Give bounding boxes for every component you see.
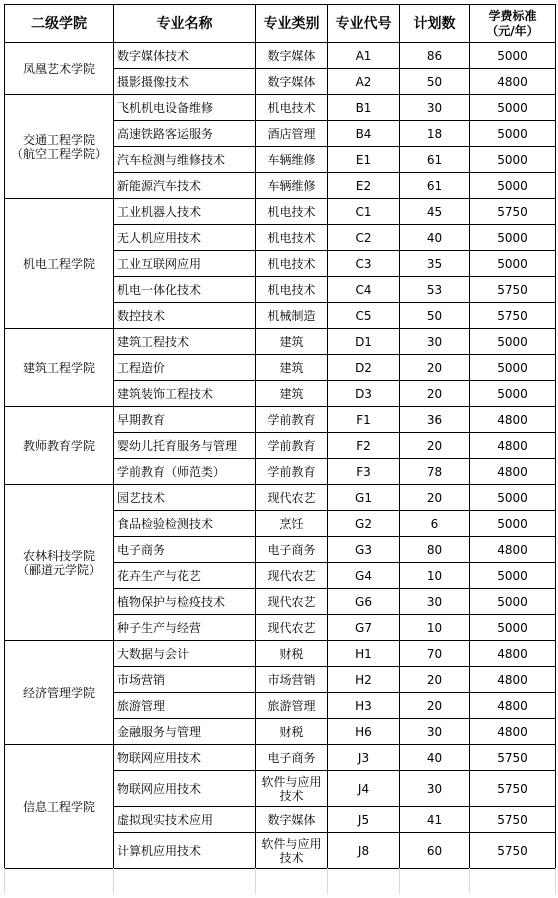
category-cell: 机械制造 — [256, 303, 328, 329]
header-tuition: 学费标准 （元/年） — [470, 5, 556, 43]
header-code: 专业代号 — [328, 5, 400, 43]
fee-cell: 5000 — [470, 225, 556, 251]
plan-cell: 30 — [400, 719, 470, 745]
category-cell: 酒店管理 — [256, 121, 328, 147]
category-cell: 烹饪 — [256, 511, 328, 537]
major-cell: 早期教育 — [114, 407, 256, 433]
fee-cell: 4800 — [470, 719, 556, 745]
code-cell: C5 — [328, 303, 400, 329]
empty-grid-row — [4, 868, 555, 894]
code-cell: B4 — [328, 121, 400, 147]
category-cell: 软件与应用 技术 — [256, 833, 328, 869]
fee-cell: 4800 — [470, 537, 556, 563]
fee-cell: 4800 — [470, 667, 556, 693]
fee-cell: 4800 — [470, 693, 556, 719]
category-cell: 机电技术 — [256, 95, 328, 121]
fee-cell: 5000 — [470, 121, 556, 147]
plan-cell: 60 — [400, 833, 470, 869]
category-cell: 数字媒体 — [256, 807, 328, 833]
plan-cell: 10 — [400, 563, 470, 589]
fee-cell: 5000 — [470, 95, 556, 121]
table-row — [5, 407, 556, 433]
major-cell: 食品检验检测技术 — [114, 511, 256, 537]
plan-cell: 61 — [400, 173, 470, 199]
major-cell: 花卉生产与花艺 — [114, 563, 256, 589]
header-major: 专业名称 — [114, 5, 256, 43]
fee-cell: 5000 — [470, 615, 556, 641]
fee-cell: 5000 — [470, 511, 556, 537]
fee-cell: 4800 — [470, 433, 556, 459]
code-cell: D2 — [328, 355, 400, 381]
code-cell: H3 — [328, 693, 400, 719]
major-cell: 机电一体化技术 — [114, 277, 256, 303]
plan-cell: 10 — [400, 615, 470, 641]
category-cell: 建筑 — [256, 355, 328, 381]
category-cell: 市场营销 — [256, 667, 328, 693]
category-cell: 现代农艺 — [256, 589, 328, 615]
table-row — [5, 43, 556, 69]
fee-cell: 4800 — [470, 459, 556, 485]
fee-cell: 5750 — [470, 745, 556, 771]
code-cell: A1 — [328, 43, 400, 69]
plan-cell: 20 — [400, 355, 470, 381]
code-cell: G3 — [328, 537, 400, 563]
major-cell: 汽车检测与维修技术 — [114, 147, 256, 173]
category-cell: 数字媒体 — [256, 69, 328, 95]
code-cell: F2 — [328, 433, 400, 459]
fee-cell: 5750 — [470, 807, 556, 833]
code-cell: H6 — [328, 719, 400, 745]
major-cell: 计算机应用技术 — [114, 833, 256, 869]
code-cell: G6 — [328, 589, 400, 615]
major-cell: 摄影摄像技术 — [114, 69, 256, 95]
plan-cell: 50 — [400, 303, 470, 329]
fee-cell: 5000 — [470, 381, 556, 407]
plan-cell: 30 — [400, 95, 470, 121]
code-cell: G4 — [328, 563, 400, 589]
fee-cell: 5000 — [470, 329, 556, 355]
category-cell: 机电技术 — [256, 199, 328, 225]
code-cell: J8 — [328, 833, 400, 869]
category-cell: 现代农艺 — [256, 563, 328, 589]
plan-cell: 30 — [400, 589, 470, 615]
code-cell: B1 — [328, 95, 400, 121]
plan-cell: 36 — [400, 407, 470, 433]
plan-cell: 20 — [400, 433, 470, 459]
plan-cell: 20 — [400, 667, 470, 693]
major-cell: 市场营销 — [114, 667, 256, 693]
fee-cell: 4800 — [470, 407, 556, 433]
category-cell: 电子商务 — [256, 537, 328, 563]
category-cell: 建筑 — [256, 329, 328, 355]
major-cell: 建筑装饰工程技术 — [114, 381, 256, 407]
plan-cell: 20 — [400, 485, 470, 511]
fee-cell: 5000 — [470, 589, 556, 615]
code-cell: H1 — [328, 641, 400, 667]
college-cell: 农林科技学院 （郦道元学院） — [5, 485, 114, 641]
plan-cell: 40 — [400, 745, 470, 771]
fee-cell: 5000 — [470, 147, 556, 173]
code-cell: D3 — [328, 381, 400, 407]
college-cell: 建筑工程学院 — [5, 329, 114, 407]
college-cell: 经济管理学院 — [5, 641, 114, 745]
table-row — [5, 329, 556, 355]
header-plan: 计划数 — [400, 5, 470, 43]
code-cell: C2 — [328, 225, 400, 251]
college-cell: 机电工程学院 — [5, 199, 114, 329]
major-cell: 工业机器人技术 — [114, 199, 256, 225]
major-cell: 婴幼儿托育服务与管理 — [114, 433, 256, 459]
fee-cell: 5000 — [470, 563, 556, 589]
code-cell: E1 — [328, 147, 400, 173]
fee-cell: 5000 — [470, 43, 556, 69]
code-cell: H2 — [328, 667, 400, 693]
major-cell: 飞机机电设备维修 — [114, 95, 256, 121]
category-cell: 机电技术 — [256, 277, 328, 303]
code-cell: G2 — [328, 511, 400, 537]
fee-cell: 5750 — [470, 771, 556, 807]
header-row — [5, 5, 556, 43]
code-cell: F1 — [328, 407, 400, 433]
header-college: 二级学院 — [5, 5, 114, 43]
plan-cell: 53 — [400, 277, 470, 303]
category-cell: 学前教育 — [256, 433, 328, 459]
major-cell: 工程造价 — [114, 355, 256, 381]
category-cell: 建筑 — [256, 381, 328, 407]
category-cell: 现代农艺 — [256, 485, 328, 511]
table-row — [5, 485, 556, 511]
major-cell: 电子商务 — [114, 537, 256, 563]
plan-cell: 30 — [400, 771, 470, 807]
major-cell: 种子生产与经营 — [114, 615, 256, 641]
major-cell: 学前教育（师范类） — [114, 459, 256, 485]
plan-cell: 78 — [400, 459, 470, 485]
major-cell: 无人机应用技术 — [114, 225, 256, 251]
plan-cell: 61 — [400, 147, 470, 173]
code-cell: G7 — [328, 615, 400, 641]
category-cell: 软件与应用 技术 — [256, 771, 328, 807]
category-cell: 机电技术 — [256, 225, 328, 251]
major-cell: 旅游管理 — [114, 693, 256, 719]
category-cell: 旅游管理 — [256, 693, 328, 719]
fee-cell: 5750 — [470, 833, 556, 869]
major-cell: 数控技术 — [114, 303, 256, 329]
plan-cell: 86 — [400, 43, 470, 69]
college-cell: 凤凰艺术学院 — [5, 43, 114, 95]
category-cell: 财税 — [256, 719, 328, 745]
fee-cell: 5750 — [470, 199, 556, 225]
plan-cell: 50 — [400, 69, 470, 95]
major-cell: 金融服务与管理 — [114, 719, 256, 745]
code-cell: C4 — [328, 277, 400, 303]
fee-cell: 5750 — [470, 303, 556, 329]
fee-cell: 5000 — [470, 485, 556, 511]
major-cell: 虚拟现实技术应用 — [114, 807, 256, 833]
major-cell: 数字媒体技术 — [114, 43, 256, 69]
major-cell: 建筑工程技术 — [114, 329, 256, 355]
college-cell: 教师教育学院 — [5, 407, 114, 485]
code-cell: J4 — [328, 771, 400, 807]
plan-cell: 41 — [400, 807, 470, 833]
plan-cell: 35 — [400, 251, 470, 277]
category-cell: 学前教育 — [256, 459, 328, 485]
plan-cell: 20 — [400, 381, 470, 407]
category-cell: 学前教育 — [256, 407, 328, 433]
category-cell: 车辆维修 — [256, 147, 328, 173]
table-row — [5, 95, 556, 121]
category-cell: 财税 — [256, 641, 328, 667]
plan-cell: 70 — [400, 641, 470, 667]
fee-cell: 5000 — [470, 251, 556, 277]
plan-cell: 80 — [400, 537, 470, 563]
code-cell: C1 — [328, 199, 400, 225]
category-cell: 数字媒体 — [256, 43, 328, 69]
code-cell: J5 — [328, 807, 400, 833]
major-cell: 高速铁路客运服务 — [114, 121, 256, 147]
fee-cell: 5000 — [470, 173, 556, 199]
plan-cell: 20 — [400, 693, 470, 719]
category-cell: 现代农艺 — [256, 615, 328, 641]
code-cell: F3 — [328, 459, 400, 485]
plan-cell: 18 — [400, 121, 470, 147]
enrollment-table — [4, 4, 556, 869]
major-cell: 植物保护与检疫技术 — [114, 589, 256, 615]
category-cell: 车辆维修 — [256, 173, 328, 199]
category-cell: 电子商务 — [256, 745, 328, 771]
code-cell: J3 — [328, 745, 400, 771]
fee-cell: 4800 — [470, 69, 556, 95]
code-cell: C3 — [328, 251, 400, 277]
fee-cell: 4800 — [470, 641, 556, 667]
fee-cell: 5750 — [470, 277, 556, 303]
code-cell: E2 — [328, 173, 400, 199]
table-row — [5, 199, 556, 225]
header-category: 专业类别 — [256, 5, 328, 43]
plan-cell: 45 — [400, 199, 470, 225]
major-cell: 物联网应用技术 — [114, 745, 256, 771]
table-row — [5, 641, 556, 667]
plan-cell: 40 — [400, 225, 470, 251]
major-cell: 工业互联网应用 — [114, 251, 256, 277]
college-cell: 信息工程学院 — [5, 745, 114, 869]
major-cell: 物联网应用技术 — [114, 771, 256, 807]
table-row — [5, 745, 556, 771]
code-cell: D1 — [328, 329, 400, 355]
major-cell: 新能源汽车技术 — [114, 173, 256, 199]
code-cell: A2 — [328, 69, 400, 95]
plan-cell: 6 — [400, 511, 470, 537]
college-cell: 交通工程学院 （航空工程学院） — [5, 95, 114, 199]
category-cell: 机电技术 — [256, 251, 328, 277]
code-cell: G1 — [328, 485, 400, 511]
plan-cell: 30 — [400, 329, 470, 355]
major-cell: 大数据与会计 — [114, 641, 256, 667]
fee-cell: 5000 — [470, 355, 556, 381]
major-cell: 园艺技术 — [114, 485, 256, 511]
